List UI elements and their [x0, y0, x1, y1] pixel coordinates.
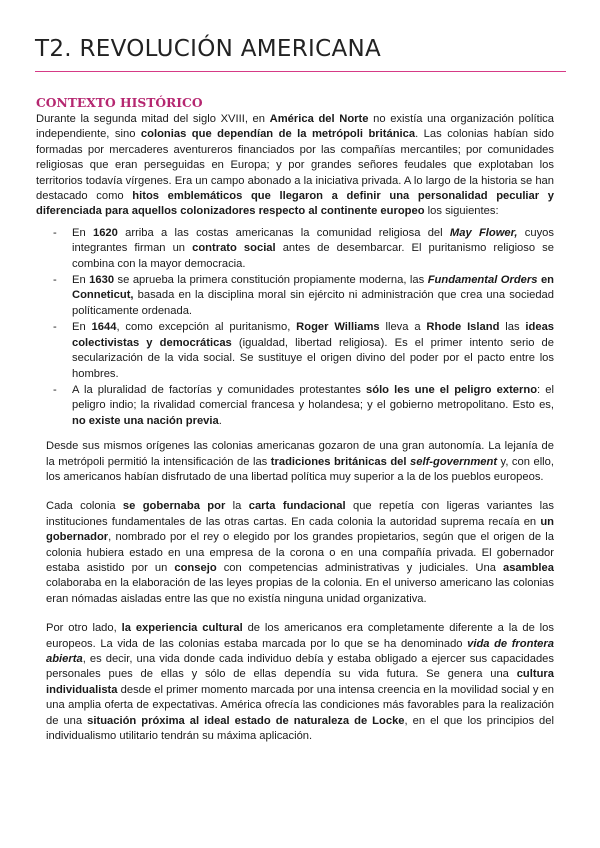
- paragraph-culture: [46, 621, 554, 744]
- text-run: , es decir, una vida donde cada individuo debía y estaba obligado a ejercer sus capacidades personales pues de ellas y sólo de ellas dependía su vida futura. Se genera una: [46, 653, 554, 681]
- emphasis-text: hitos emblemáticos que llegaron a definir una personalidad peculiar y diferenciada para aquellos colonizadores respecto al continente europeo: [36, 190, 554, 218]
- text-run: se aprueba la primera constitución propiamente moderna, las: [114, 274, 428, 287]
- text-run: no existía una organización política independiente, sino: [36, 113, 554, 141]
- emphasis-text: cultura individualista: [46, 668, 554, 696]
- document-body: [36, 95, 554, 744]
- page-title: T2. REVOLUCIÓN AMERICANA: [35, 36, 382, 62]
- list-item: [36, 273, 554, 319]
- emphasis-text: Roger Williams: [296, 321, 380, 334]
- title-underline: [35, 71, 566, 72]
- list-item: [36, 383, 554, 429]
- text-run: los siguientes:: [424, 205, 499, 218]
- list-dash: -: [53, 383, 57, 396]
- list-dash: -: [53, 321, 57, 334]
- text-run: Desde sus mismos orígenes las colonias americanas gozaron de una gran autonomía. La lejanía de la metrópoli permitió la intensificación de las: [46, 440, 554, 468]
- list-item-text: [72, 274, 554, 317]
- paragraph-autonomy: [46, 439, 554, 485]
- text-run: , nombrado por el rey o elegido por los grandes propietarios, según que el origen de la colonia hubiera estado en una empresa de la corona o en una compañía privada. El gobernador estaba asistido por un: [46, 531, 554, 574]
- text-run: (igualdad, libertad religiosa). Es el primer intento serio de secularización de la vida social. Se sustituye el origen divino del poder por el pacto entre los hombres.: [72, 336, 554, 380]
- emphasis-text: 1630: [89, 274, 115, 287]
- text-run: Durante la segunda mitad del siglo XVIII, en: [36, 113, 270, 125]
- text-run: A la pluralidad de factorías y comunidades protestantes: [72, 383, 367, 396]
- text-run: Cada colonia: [46, 500, 123, 513]
- text-run: colaboraba en la elaboración de las leyes propias de la colonia. En el universo americano las colonias eran nómadas aisladas entre las que no existía ninguna unidad organizativa.: [46, 577, 554, 605]
- text-run: : el peligro indio; la rivalidad comercial francesa y holandesa; y el gobierno metropolitano. Esto es,: [72, 383, 554, 412]
- text-run: , en el que los principios del individualismo utilitario tendrán su máxima aplicación.: [46, 714, 554, 743]
- text-run: cuyos integrantes firman un: [72, 226, 554, 255]
- text-run: y, con ello, los americanos habían disfrutado de una libertad política muy superior a la de los pueblos europeos.: [46, 455, 554, 483]
- emphasis-text: vida de frontera abierta: [46, 637, 554, 665]
- emphasis-text: consejo: [174, 561, 217, 574]
- text-run: En: [72, 274, 90, 287]
- emphasis-text: asamblea: [502, 561, 554, 574]
- emphasis-text: self-government: [410, 455, 498, 468]
- emphasis-text: 1620: [92, 226, 118, 239]
- emphasis-text: se gobernaba por: [122, 500, 226, 513]
- paragraph-government: [46, 499, 554, 607]
- text-run: con competencias administrativas y judiciales. Una: [216, 561, 503, 574]
- text-run: la: [225, 500, 249, 513]
- emphasis-text: situación próxima al ideal estado de naturaleza de Locke: [87, 714, 405, 727]
- emphasis-text: sólo les une el peligro externo: [366, 383, 538, 396]
- text-run: arriba a las costas americanas la comunidad religiosa del: [117, 226, 450, 239]
- section-heading: CONTEXTO HISTÓRICO: [36, 95, 203, 110]
- text-run: . Las colonias habían sido formadas por mercaderes aventureros financiados por las compañías mercantiles; por comunidades religiosas que eran perseguidas en Europa; y por grandes señores feudales que explotaban los territorios todavía vírgenes. Era un campo abonado a la iniciativa privada. A lo largo de la historia se han destacado como: [36, 128, 554, 203]
- list-dash: -: [53, 274, 57, 287]
- emphasis-text: un gobernador: [46, 515, 554, 544]
- emphasis-text: la experiencia cultural: [121, 622, 243, 635]
- text-run: lleva a: [379, 321, 427, 334]
- milestone-list: [36, 226, 554, 429]
- list-item: [36, 320, 554, 382]
- text-run: desde el primer momento marcada por una intensa creencia en la movilidad social y en una amplia oferta de expectativas. América ofrecía las condiciones más favorables para la realización de una: [46, 683, 554, 727]
- text-run: de los americanos era completamente diferente a la de los europeos. La vida de las colonias estaba marcada por lo que se ha denominado: [46, 622, 554, 650]
- text-run: Por otro lado,: [46, 622, 122, 635]
- text-run: .: [218, 414, 222, 427]
- emphasis-text: no existe una nación previa: [72, 414, 219, 427]
- emphasis-text: en Conneticut,: [72, 274, 555, 302]
- emphasis-text: tradiciones británicas del: [270, 455, 407, 468]
- emphasis-text: ideas colectivistas y democráticas: [72, 321, 555, 349]
- emphasis-text: May Flower,: [449, 226, 518, 239]
- text-run: que repetía con ligeras variantes las instituciones fundamentales de las otras cartas. En cada colonia la autoridad suprema recaía en: [46, 500, 554, 528]
- list-item-text: [72, 384, 554, 427]
- intro-paragraph: [36, 112, 554, 220]
- emphasis-text: Fundamental Orders: [427, 274, 538, 287]
- text-run: En: [72, 321, 92, 334]
- list-item: [36, 226, 554, 272]
- list-item-text: [72, 227, 554, 270]
- text-run: , como excepción al puritanismo,: [116, 321, 297, 334]
- emphasis-text: colonias que dependían de la metrópoli británica: [140, 128, 416, 141]
- text-run: basada en la disciplina moral sin ejército ni administración que crea una sociedad políticamente ordenada.: [72, 289, 554, 317]
- text-run: las: [499, 321, 526, 334]
- emphasis-text: Rhode Island: [426, 321, 500, 334]
- list-dash: -: [53, 226, 57, 239]
- list-item-text: [72, 321, 554, 379]
- text-run: antes de desembarcar. El puritanismo religioso se combina con la mayor democracia.: [72, 242, 554, 270]
- text-run: En: [72, 226, 93, 239]
- emphasis-text: 1644: [91, 321, 117, 334]
- emphasis-text: América del Norte: [269, 113, 369, 125]
- emphasis-text: carta fundacional: [248, 500, 346, 513]
- emphasis-text: contrato social: [192, 242, 276, 255]
